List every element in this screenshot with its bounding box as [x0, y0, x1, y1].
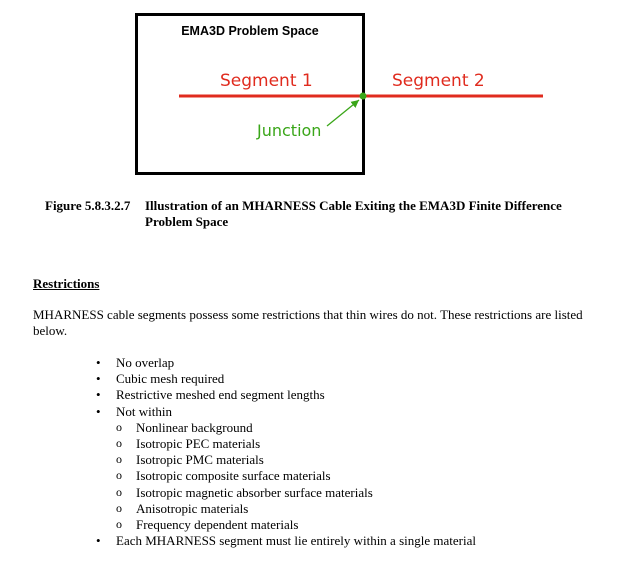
wire-diagram [0, 0, 638, 190]
list-item: • Cubic mesh required [96, 371, 476, 387]
figure-caption-text: Illustration of an MHARNESS Cable Exiting the EMA3D Finite Difference Problem Space [145, 198, 562, 229]
sub-list-item: o Nonlinear background [116, 420, 476, 436]
list-item: • Each MHARNESS segment must lie entirely within a single material [96, 533, 476, 549]
problem-space-title: EMA3D Problem Space [181, 24, 319, 38]
list-item-not-within [96, 404, 476, 534]
sub-list-item: o Frequency dependent materials [116, 517, 476, 533]
junction-label: Junction [257, 121, 322, 140]
restrictions-list [96, 355, 476, 549]
junction-point [360, 93, 367, 100]
segment-2-label: Segment 2 [392, 71, 485, 91]
sub-list-item: o Anisotropic materials [116, 501, 476, 517]
junction-arrow [327, 100, 359, 126]
section-paragraph: MHARNESS cable segments possess some restrictions that thin wires do not. These restrictions are listed below. [33, 307, 583, 338]
figure-number: Figure 5.8.3.2.7 [45, 198, 131, 213]
section-heading: Restrictions [33, 276, 100, 291]
figure-illustration [0, 0, 638, 190]
sub-list-item: o Isotropic magnetic absorber surface materials [116, 485, 476, 501]
sub-list-item: o Isotropic composite surface materials [116, 468, 476, 484]
list-item: • Restrictive meshed end segment lengths [96, 387, 476, 403]
sub-list [116, 420, 476, 533]
sub-list-item: o Isotropic PMC materials [116, 452, 476, 468]
segment-1-label: Segment 1 [220, 71, 313, 91]
sub-list-item: o Isotropic PEC materials [116, 436, 476, 452]
list-item-label: Not within [116, 403, 172, 419]
list-item: • No overlap [96, 355, 476, 371]
